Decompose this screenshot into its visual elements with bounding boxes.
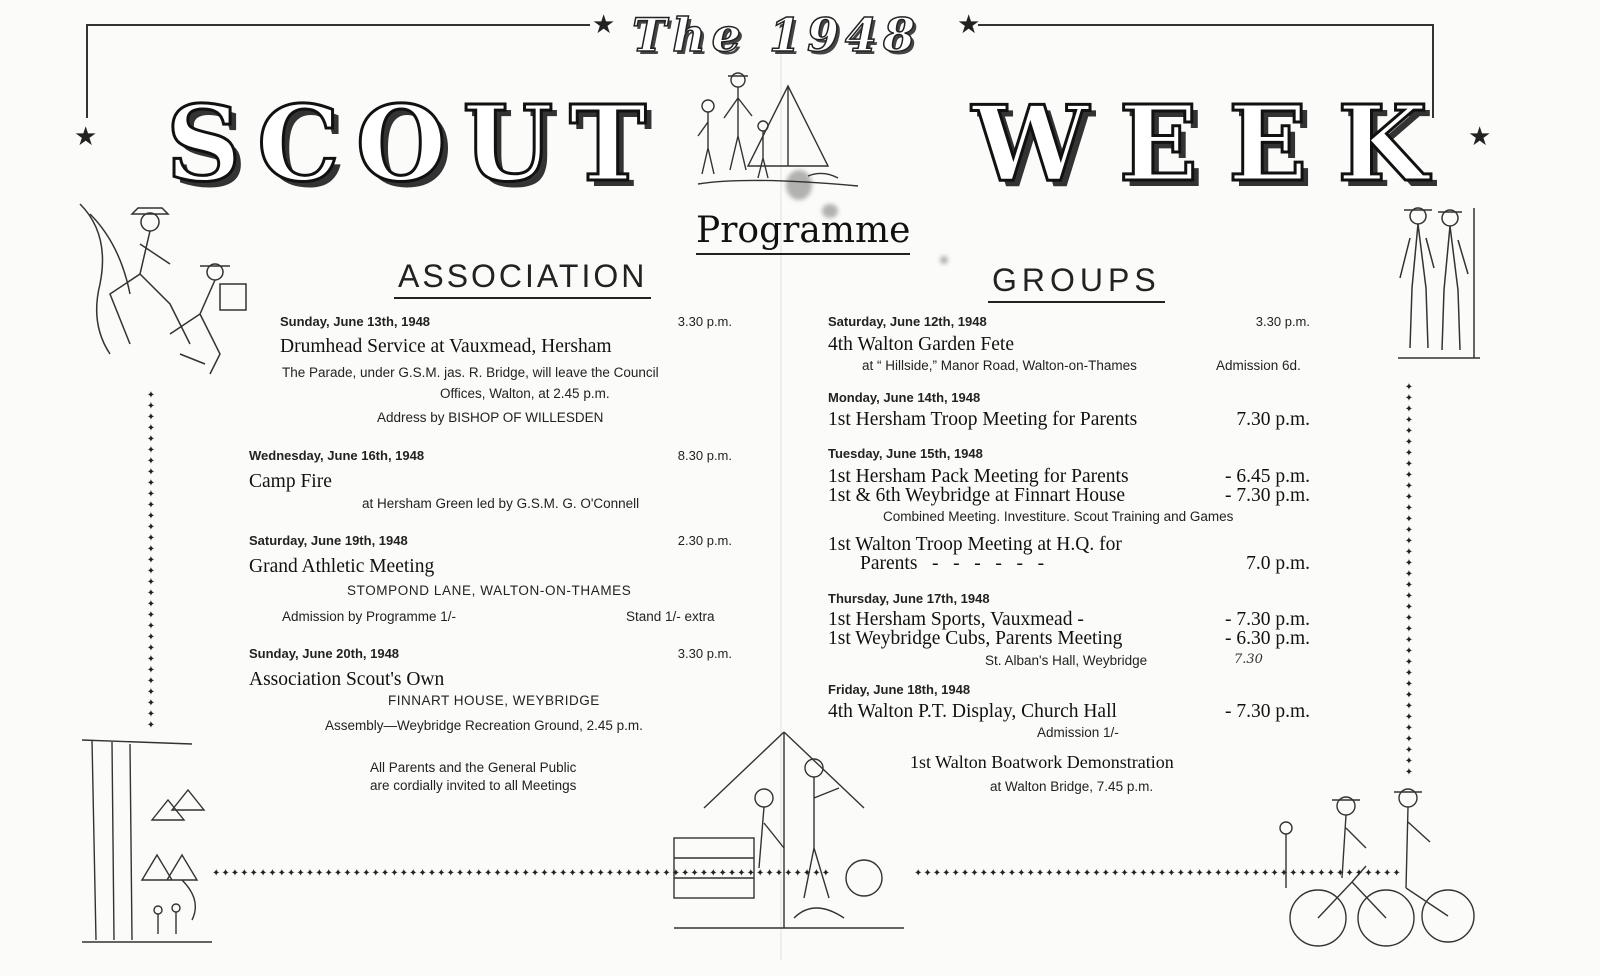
event-detail: Stand 1/- extra bbox=[626, 609, 715, 624]
title-week: WEEK bbox=[972, 82, 1458, 205]
event-detail: at “ Hillside,” Manor Road, Walton-on-Thames bbox=[862, 358, 1137, 373]
event-date: Saturday, June 12th, 1948 bbox=[828, 314, 987, 329]
event-date: Friday, June 18th, 1948 bbox=[828, 682, 971, 697]
bicycle-scouts-illustration bbox=[1266, 778, 1496, 948]
group-event-2-line bbox=[828, 409, 1310, 431]
event-time: 2.30 p.m. bbox=[677, 533, 732, 548]
event-title: Drumhead Service at Vauxmead, Hersham bbox=[280, 336, 612, 357]
scouts-hiking-illustration bbox=[70, 194, 270, 394]
year-heading: The 1948 bbox=[632, 8, 921, 62]
event-time: 7.30 p.m. bbox=[1236, 409, 1310, 430]
star-icon: ★ bbox=[592, 10, 616, 40]
star-icon: ★ bbox=[1468, 122, 1492, 152]
scouts-standing-illustration bbox=[1388, 198, 1488, 368]
association-footer-line: are cordially invited to all Meetings bbox=[370, 778, 577, 793]
event-detail: The Parade, under G.S.M. jas. R. Bridge, will leave the Council bbox=[282, 365, 659, 380]
ink-stain bbox=[786, 170, 812, 200]
groups-heading: GROUPS bbox=[988, 262, 1165, 303]
programme-heading: Programme bbox=[696, 210, 910, 255]
event-title: 1st Walton Troop Meeting at H.Q. for bbox=[828, 534, 1122, 555]
event-detail: Admission by Programme 1/- bbox=[282, 609, 457, 624]
assoc-event-4-header bbox=[249, 646, 732, 661]
event-time: - 7.30 p.m. bbox=[1224, 485, 1310, 506]
event-detail: FINNART HOUSE, WEYBRIDGE bbox=[388, 693, 600, 708]
event-time: 3.30 p.m. bbox=[1255, 314, 1310, 329]
event-date: Monday, June 14th, 1948 bbox=[828, 390, 981, 405]
bottom-left-dotted-border: ✦✦✦✦✦✦✦✦✦✦✦✦✦✦✦✦✦✦✦✦✦✦✦✦✦✦✦✦✦✦✦✦✦✦✦✦✦✦✦✦✦✦✦✦✦✦✦✦✦✦✦✦✦✦✦✦✦✦✦✦✦✦✦✦✦✦ bbox=[212, 868, 832, 879]
event-time: - 7.30 p.m. bbox=[1224, 701, 1310, 722]
event-title: 1st Hersham Pack Meeting for Parents bbox=[828, 466, 1129, 487]
event-title: 4th Walton Garden Fete bbox=[828, 334, 1014, 355]
event-date: Sunday, June 13th, 1948 bbox=[280, 314, 431, 329]
left-dotted-border: ✦ ✦ ✦ ✦ ✦ ✦ ✦ ✦ ✦ ✦ ✦ ✦ ✦ ✦ ✦ ✦ ✦ ✦ ✦ ✦ ✦ ✦ ✦ ✦ ✦ ✦ ✦ ✦ ✦ ✦ ✦ bbox=[146, 390, 156, 731]
event-detail: St. Alban's Hall, Weybridge bbox=[985, 653, 1148, 668]
event-date: Saturday, June 19th, 1948 bbox=[249, 533, 408, 548]
event-title: 1st Weybridge Cubs, Parents Meeting bbox=[828, 628, 1123, 649]
association-footer-line: All Parents and the General Public bbox=[370, 760, 577, 775]
frame-top-left bbox=[86, 24, 590, 26]
right-dotted-border: ✦ ✦ ✦ ✦ ✦ ✦ ✦ ✦ ✦ ✦ ✦ ✦ ✦ ✦ ✦ ✦ ✦ ✦ ✦ ✦ ✦ ✦ ✦ ✦ ✦ ✦ ✦ ✦ ✦ ✦ ✦ ✦ ✦ ✦ ✦ ✦ bbox=[1404, 382, 1414, 778]
group-event-3-line-2 bbox=[828, 485, 1310, 507]
assoc-event-2-header bbox=[249, 448, 732, 463]
event-detail: Assembly—Weybridge Recreation Ground, 2.45 p.m. bbox=[325, 718, 643, 733]
event-detail: at Walton Bridge, 7.45 p.m. bbox=[990, 779, 1154, 794]
assoc-event-3-header bbox=[249, 533, 732, 548]
event-detail: STOMPOND LANE, WALTON-ON-THAMES bbox=[347, 583, 632, 598]
event-time: - 6.30 p.m. bbox=[1224, 628, 1310, 649]
event-time: 3.30 p.m. bbox=[677, 646, 732, 661]
handwritten-time-correction: 7.30 bbox=[1234, 652, 1263, 667]
event-detail: Offices, Walton, at 2.45 p.m. bbox=[440, 386, 610, 401]
event-title: 1st & 6th Weybridge at Finnart House bbox=[828, 485, 1126, 506]
event-title: 4th Walton P.T. Display, Church Hall bbox=[828, 701, 1117, 722]
event-date: Sunday, June 20th, 1948 bbox=[249, 646, 400, 661]
ink-stain bbox=[940, 256, 948, 264]
event-title: 1st Hersham Sports, Vauxmead - bbox=[828, 609, 1084, 630]
event-title: 1st Hersham Troop Meeting for Parents bbox=[828, 409, 1138, 430]
frame-left-drop bbox=[86, 24, 88, 118]
event-detail: Admission 1/- bbox=[1037, 725, 1119, 740]
event-detail: at Hersham Green led by G.S.M. G. O'Connell bbox=[362, 496, 640, 511]
event-detail: Address by BISHOP OF WILLESDEN bbox=[377, 410, 604, 425]
camp-scene-illustration bbox=[664, 728, 914, 943]
event-title: Camp Fire bbox=[249, 471, 332, 492]
event-time: 8.30 p.m. bbox=[677, 448, 732, 463]
bottom-right-dotted-border: ✦✦✦✦✦✦✦✦✦✦✦✦✦✦✦✦✦✦✦✦✦✦✦✦✦✦✦✦✦✦✦✦✦✦✦✦✦✦✦✦✦✦✦✦✦✦✦✦✦✦✦✦ bbox=[914, 868, 1402, 879]
event-date: Wednesday, June 16th, 1948 bbox=[249, 448, 425, 463]
event-title: Parents - - - - - - bbox=[860, 553, 1045, 574]
camp-trees-illustration bbox=[72, 730, 222, 950]
group-event-5-line bbox=[828, 701, 1310, 723]
frame-top-right bbox=[978, 24, 1434, 26]
star-icon: ★ bbox=[74, 122, 98, 152]
event-detail: Combined Meeting. Investiture. Scout Training and Games bbox=[883, 509, 1234, 524]
event-detail: Admission 6d. bbox=[1216, 358, 1301, 373]
title-scout: SCOUT bbox=[166, 82, 663, 205]
group-event-1-header bbox=[828, 314, 1310, 329]
event-time: - 7.30 p.m. bbox=[1224, 609, 1310, 630]
event-title: Association Scout's Own bbox=[249, 669, 445, 690]
event-time: 3.30 p.m. bbox=[677, 314, 732, 329]
group-event-4-line-2 bbox=[828, 628, 1310, 650]
event-title: Grand Athletic Meeting bbox=[249, 556, 435, 577]
event-date: Tuesday, June 15th, 1948 bbox=[828, 446, 983, 461]
event-title: 1st Walton Boatwork Demonstration bbox=[910, 752, 1174, 772]
assoc-event-1-header bbox=[280, 314, 732, 329]
scouts-camp-illustration bbox=[688, 66, 868, 196]
event-time: 7.0 p.m. bbox=[1246, 553, 1310, 574]
group-event-3-line-4 bbox=[860, 553, 1310, 575]
event-time: - 6.45 p.m. bbox=[1224, 466, 1310, 487]
event-date: Thursday, June 17th, 1948 bbox=[828, 591, 990, 606]
association-heading: ASSOCIATION bbox=[394, 258, 651, 299]
star-icon: ★ bbox=[957, 10, 981, 40]
